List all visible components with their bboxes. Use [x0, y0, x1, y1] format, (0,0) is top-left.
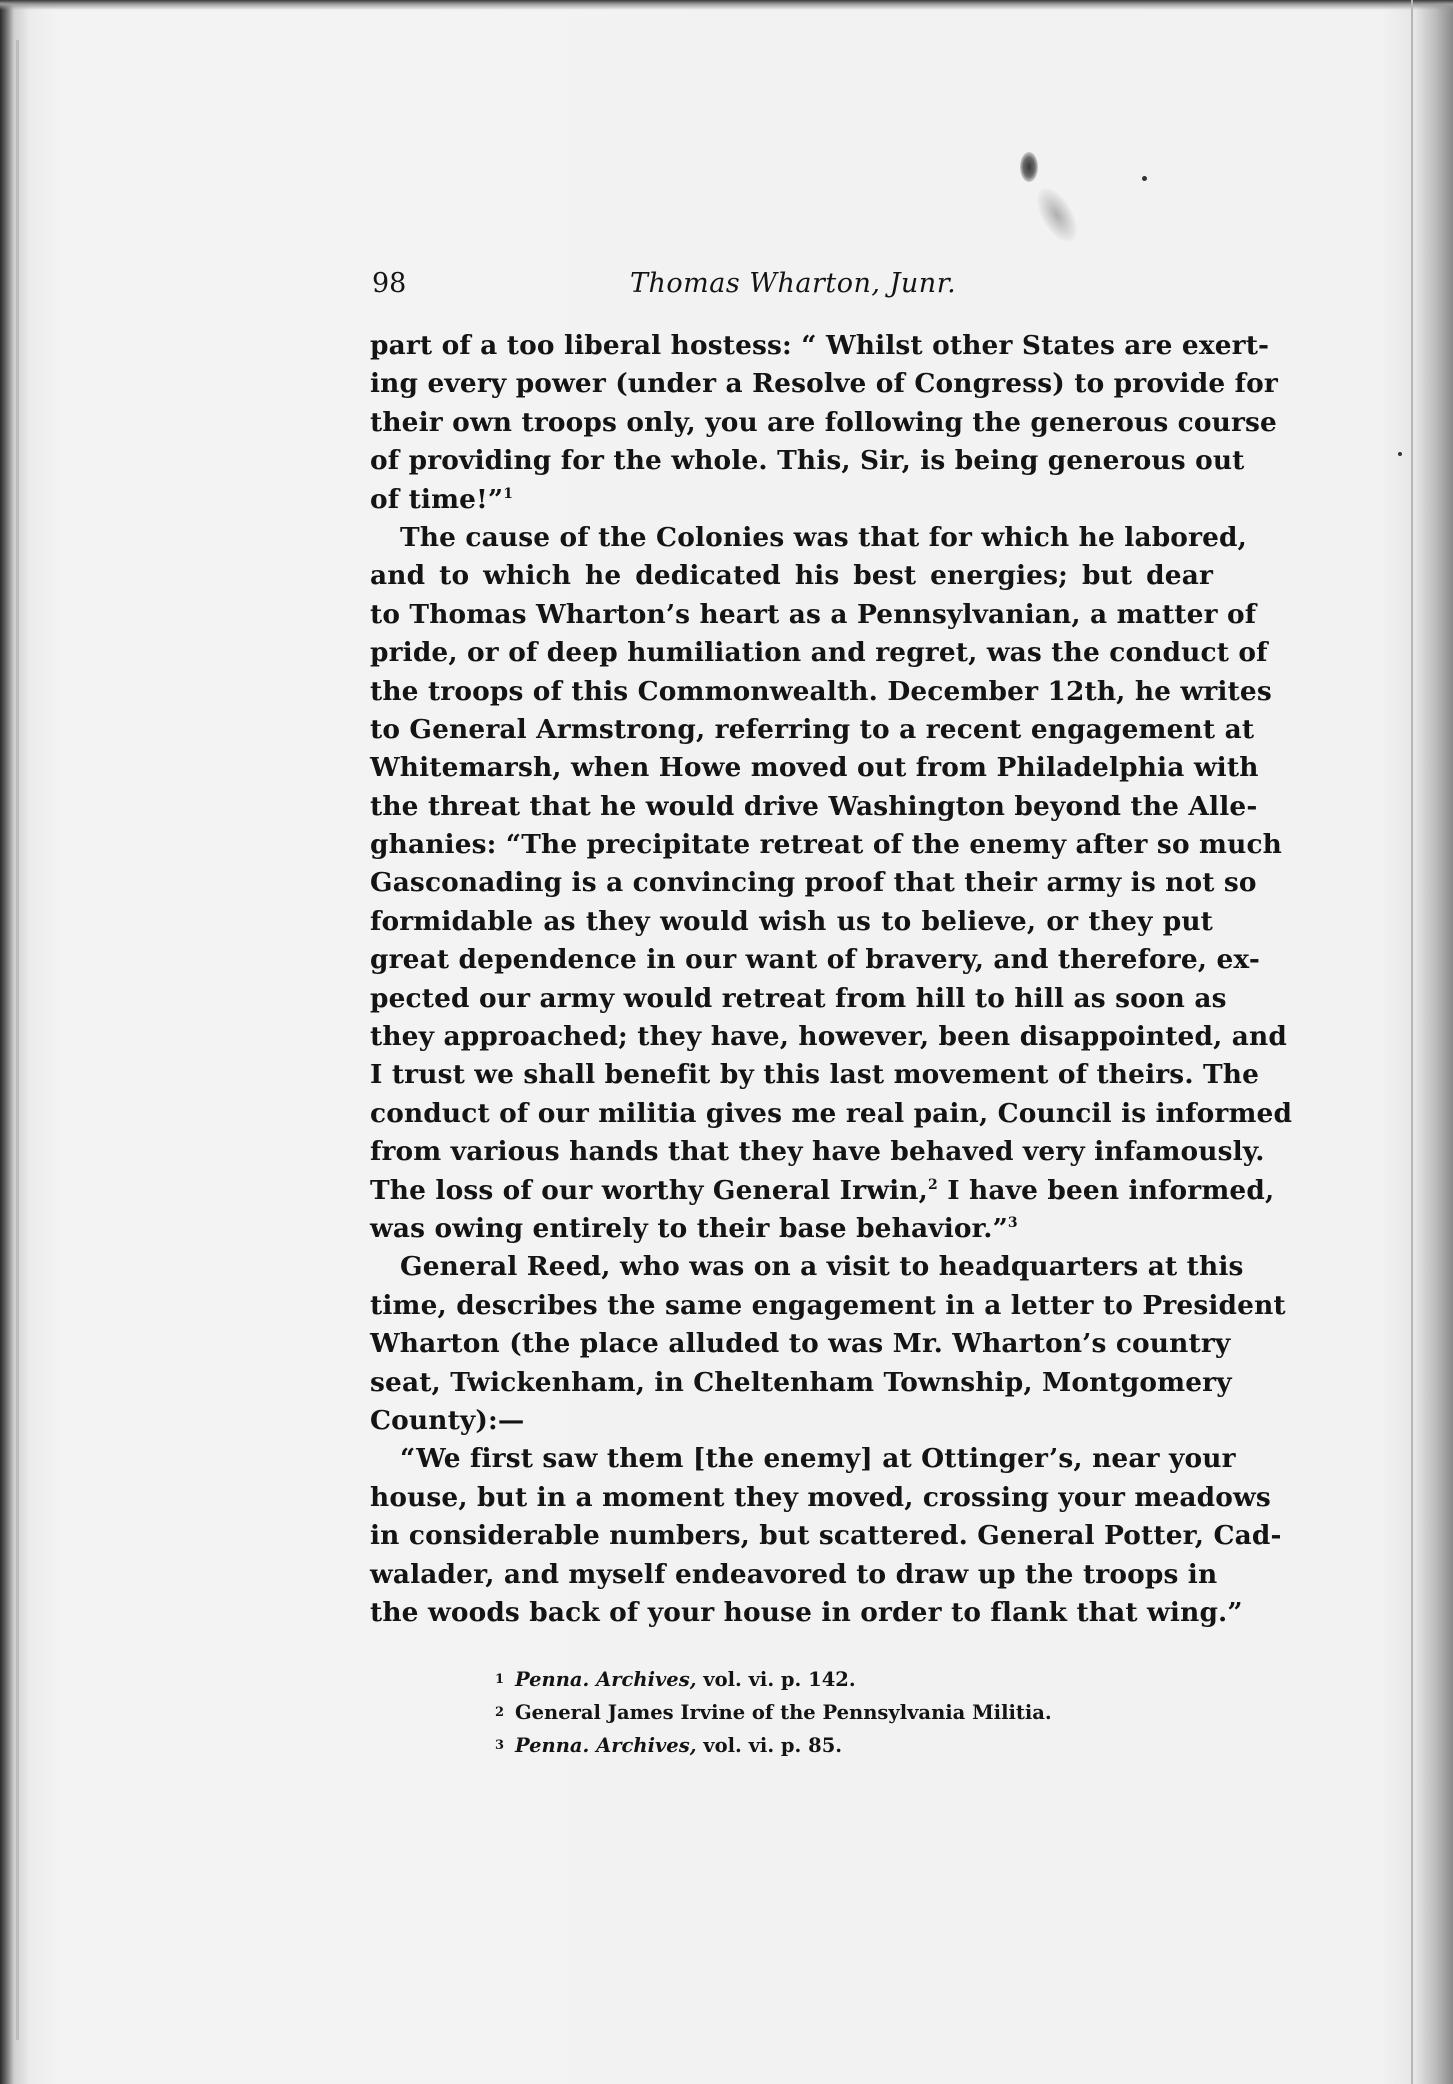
body-text — [370, 327, 1293, 1632]
text-line: Whitemarsh, when Howe moved out from Philadelphia with — [370, 752, 1259, 784]
footnote-mark: 3 — [495, 1738, 505, 1753]
text-line: great dependence in our want of bravery, and therefore, ex- — [370, 944, 1260, 976]
text-fragment: The loss of our worthy General Irwin, — [370, 1174, 928, 1206]
footnote — [495, 1663, 1195, 1696]
text-line: the threat that he would drive Washington beyond the Alle- — [370, 790, 1258, 822]
page-right-edge — [1411, 0, 1413, 2084]
speck-mark — [1142, 176, 1147, 181]
footnote-ref: 3 — [1007, 1215, 1018, 1232]
text-line — [370, 481, 1213, 519]
text-line: ing every power (under a Resolve of Congress) to provide for — [370, 368, 1278, 400]
footnote-text: vol. vi. p. 142. — [696, 1668, 856, 1691]
page-number: 98 — [372, 268, 407, 299]
text-line: pride, or of deep humiliation and regret, was the conduct of — [370, 637, 1268, 669]
footnotes — [495, 1663, 1195, 1762]
text-line: the troops of this Commonwealth. December 12th, he writes — [370, 675, 1272, 707]
text-line: County):— — [370, 1404, 525, 1436]
text-line: the woods back of your house in order to flank that wing.” — [370, 1596, 1243, 1628]
footnote-source: Penna. Archives, — [515, 1734, 697, 1757]
text-line: house, but in a moment they moved, crossing your meadows — [370, 1481, 1271, 1513]
text-line: in considerable numbers, but scattered. General Potter, Cad- — [370, 1520, 1282, 1552]
text-line: and to which he dedicated his best energies; but dear — [370, 560, 1213, 592]
text-line: seat, Twickenham, in Cheltenham Township, Montgomery — [370, 1366, 1232, 1398]
binding-shadow — [16, 40, 19, 2040]
text-line: ghanies: “The precipitate retreat of the enemy after so much — [370, 829, 1283, 861]
footnote-source: Penna. Archives, — [515, 1668, 697, 1691]
text-line: they approached; they have, however, been disappointed, and — [370, 1021, 1287, 1053]
text-fragment: I have been informed, — [947, 1174, 1275, 1206]
text-line: formidable as they would wish us to believe, or they put — [370, 905, 1213, 937]
footnote-ref: 1 — [503, 485, 514, 502]
footnote-text: General James Irvine of the Pennsylvania Militia. — [515, 1701, 1052, 1724]
page-header — [372, 268, 1222, 318]
text-line: General Reed, who was on a visit to headquarters at this — [400, 1251, 1244, 1283]
speck-mark — [1398, 452, 1402, 456]
running-head: Thomas Wharton, Junr. — [630, 268, 957, 299]
footnote-mark: 2 — [495, 1705, 505, 1720]
text-line: “We first saw them [the enemy] at Ottinger’s, near your — [400, 1443, 1236, 1475]
page-top-edge — [0, 0, 1453, 10]
text-fragment: was owing entirely to their base behavior.” — [370, 1212, 1008, 1244]
text-line: their own troops only, you are following the generous course — [370, 406, 1277, 438]
footnote-ref: 2 — [927, 1176, 938, 1193]
text-line: Wharton (the place alluded to was Mr. Wharton’s country — [370, 1328, 1231, 1360]
text-line: walader, and myself endeavored to draw up the troops in — [370, 1558, 1218, 1590]
text-line: pected our army would retreat from hill to hill as soon as — [370, 982, 1227, 1014]
text-line: time, describes the same engagement in a letter to President — [370, 1289, 1286, 1321]
text-line: to Thomas Wharton’s heart as a Pennsylvanian, a matter of — [370, 598, 1257, 630]
text-line: The cause of the Colonies was that for which he labored, — [400, 521, 1247, 553]
ink-smudge — [1020, 152, 1038, 182]
text-line: conduct of our militia gives me real pain, Council is informed — [370, 1097, 1293, 1129]
footnote — [495, 1729, 1195, 1762]
text-fragment: of time!” — [370, 483, 504, 515]
text-line: to General Armstrong, referring to a recent engagement at — [370, 713, 1255, 745]
text-line: of providing for the whole. This, Sir, is being generous out — [370, 445, 1245, 477]
text-line: part of a too liberal hostess: “ Whilst other States are exert- — [370, 330, 1270, 361]
footnote-mark: 1 — [495, 1672, 505, 1687]
text-line: I trust we shall benefit by this last movement of theirs. The — [370, 1059, 1260, 1091]
text-line — [370, 1172, 1275, 1210]
text-line: from various hands that they have behaved very infamously. — [370, 1136, 1265, 1168]
ink-smudge-tail — [1029, 182, 1085, 249]
text-line — [370, 1210, 1213, 1248]
footnote — [495, 1696, 1195, 1729]
footnote-text: vol. vi. p. 85. — [696, 1734, 843, 1757]
text-line: Gasconading is a convincing proof that their army is not so — [370, 867, 1257, 899]
